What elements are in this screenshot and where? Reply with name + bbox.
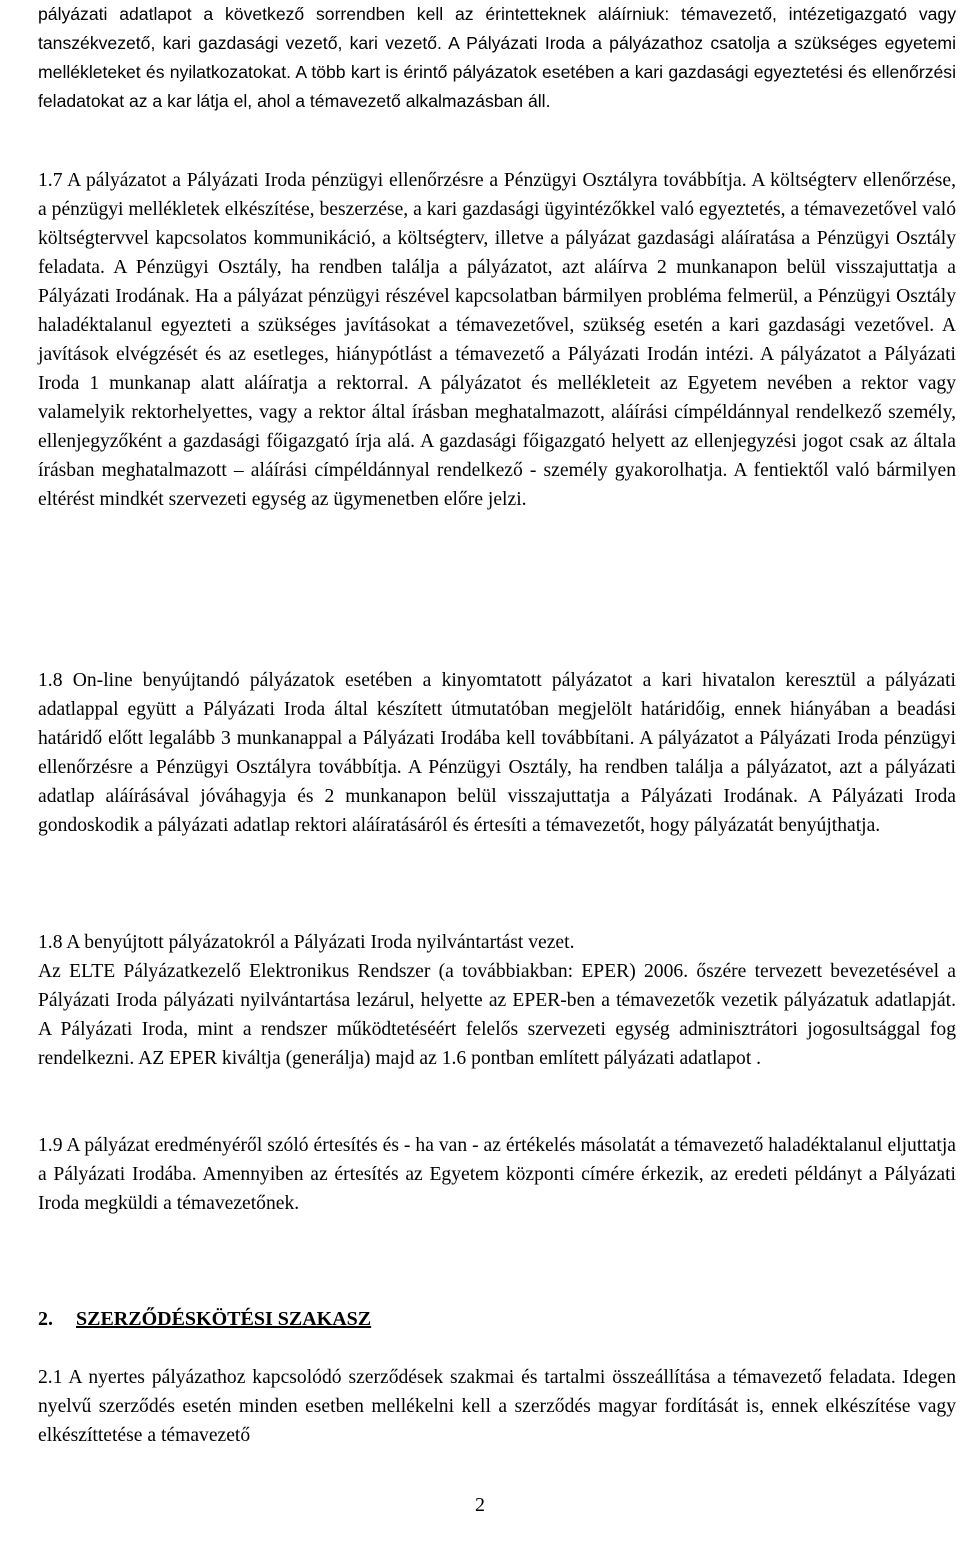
document-page	[38, 0, 956, 1543]
paragraph-1-8-body: Az ELTE Pályázatkezelő Elektronikus Rendszer (a továbbiakban: EPER) 2006. őszére tervezett bevezetésével a Pályázati Iroda pályázati nyilvántartása lezárul, helyette az EPER-ben a témavezetők vezetik pályázatuk adatlapját. A Pályázati Iroda, mint a rendszer működtetéséért felelős szervezeti egység adminisztrátori jogosultsággal fog rendelkezni. AZ EPER kiváltja (generálja) majd az 1.6 pontban említett pályázati adatlapot .	[38, 961, 956, 1069]
paragraph-1-8-registry	[38, 928, 956, 1073]
intro-paragraph: pályázati adatlapot a következő sorrendben kell az érintetteknek aláírniuk: témavezető, intézetigazgató vagy tanszékvezető, kari gazdasági vezető, kari vezető. A Pályázati Iroda a pályázathoz csatolja a szükséges egyetemi mellékleteket és nyilatkozatokat. A több kart is érintő pályázatok esetében a kari gazdasági egyeztetési és ellenőrzési feladatokat az a kar látja el, ahol a témavezető alkalmazásban áll.	[38, 4, 956, 111]
page-number: 2	[475, 1494, 485, 1516]
section-2-title: SZERZŐDÉSKÖTÉSI SZAKASZ	[76, 1308, 372, 1330]
paragraph-2-1: 2.1 A nyertes pályázathoz kapcsolódó szerződések szakmai és tartalmi összeállítása a témavezető feladata. Idegen nyelvű szerződés esetén minden esetben mellékelni kell a szerződés magyar fordítását is, ennek elkészítése vagy elkészíttetése a témavezető	[38, 1367, 956, 1446]
paragraph-1-7: 1.7 A pályázatot a Pályázati Iroda pénzügyi ellenőrzésre a Pénzügyi Osztályra továbbítja. A költségterv ellenőrzése, a pénzügyi mellékletek elkészítése, beszerzése, a kari gazdasági ügyintézőkkel való egyeztetés, a témavezetővel való költségtervvel kapcsolatos kommunikáció, a költségterv, illetve a pályázat gazdasági aláíratása a Pénzügyi Osztály feladata. A Pénzügyi Osztály, ha rendben találja a pályázatot, azt aláírva 2 munkanapon belül visszajuttatja a Pályázati Irodának. Ha a pályázat pénzügyi részével kapcsolatban bármilyen probléma felmerül, a Pénzügyi Osztály haladéktalanul egyezteti a szükséges javításokat a témavezetővel, szükség esetén a kari gazdasági vezetővel. A javítások elvégzését és az esetleges, hiánypótlást a témavezető a Pályázati Irodán intézi. A pályázatot a Pályázati Iroda 1 munkanap alatt aláíratja a rektorral. A pályázatot és mellékleteit az Egyetem nevében a rektor vagy valamelyik rektorhelyettes, vagy a rektor által írásban meghatalmazott, aláírási címpéldánnyal rendelkező személy, ellenjegyzőként a gazdasági főigazgató írja alá. A gazdasági főigazgató helyett az ellenjegyzési jogot csak az általa írásban meghatalmazott – aláírási címpéldánnyal rendelkező - személy gyakorolhatja. A fentiektől való bármilyen eltérést mindkét szervezeti egység az ügymenetben előre jelzi.	[38, 170, 956, 510]
paragraph-1-9: 1.9 A pályázat eredményéről szóló értesítés és - ha van - az értékelés másolatát a témavezető haladéktalanul eljuttatja a Pályázati Irodába. Amennyiben az értesítés az Egyetem központi címére érkezik, az eredeti példányt a Pályázati Iroda megküldi a témavezetőnek.	[38, 1135, 956, 1214]
paragraph-1-8-heading: 1.8 A benyújtott pályázatokról a Pályázati Iroda nyilvántartást vezet.	[38, 932, 575, 953]
section-2-number: 2.	[38, 1308, 53, 1330]
section-2-heading	[38, 1305, 371, 1334]
paragraph-1-8-online: 1.8 On-line benyújtandó pályázatok esetében a kinyomtatott pályázatot a kari hivatalon keresztül a pályázati adatlappal együtt a Pályázati Iroda által készített útmutatóban megjelölt határidőig, ennek hiányában a beadási határidő előtt legalább 3 munkanappal a Pályázati Irodába kell továbbítani. A pályázatot a Pályázati Iroda pénzügyi ellenőrzésre a Pénzügyi Osztályra továbbítja. A Pénzügyi Osztály, ha rendben találja a pályázatot, azt a pályázati adatlap aláírásával jóváhagyja és 2 munkanapon belül visszajuttatja a Pályázati Irodának. A Pályázati Iroda gondoskodik a pályázati adatlap rektori aláíratásáról és értesíti a témavezetőt, hogy pályázatát benyújthatja.	[38, 670, 956, 836]
